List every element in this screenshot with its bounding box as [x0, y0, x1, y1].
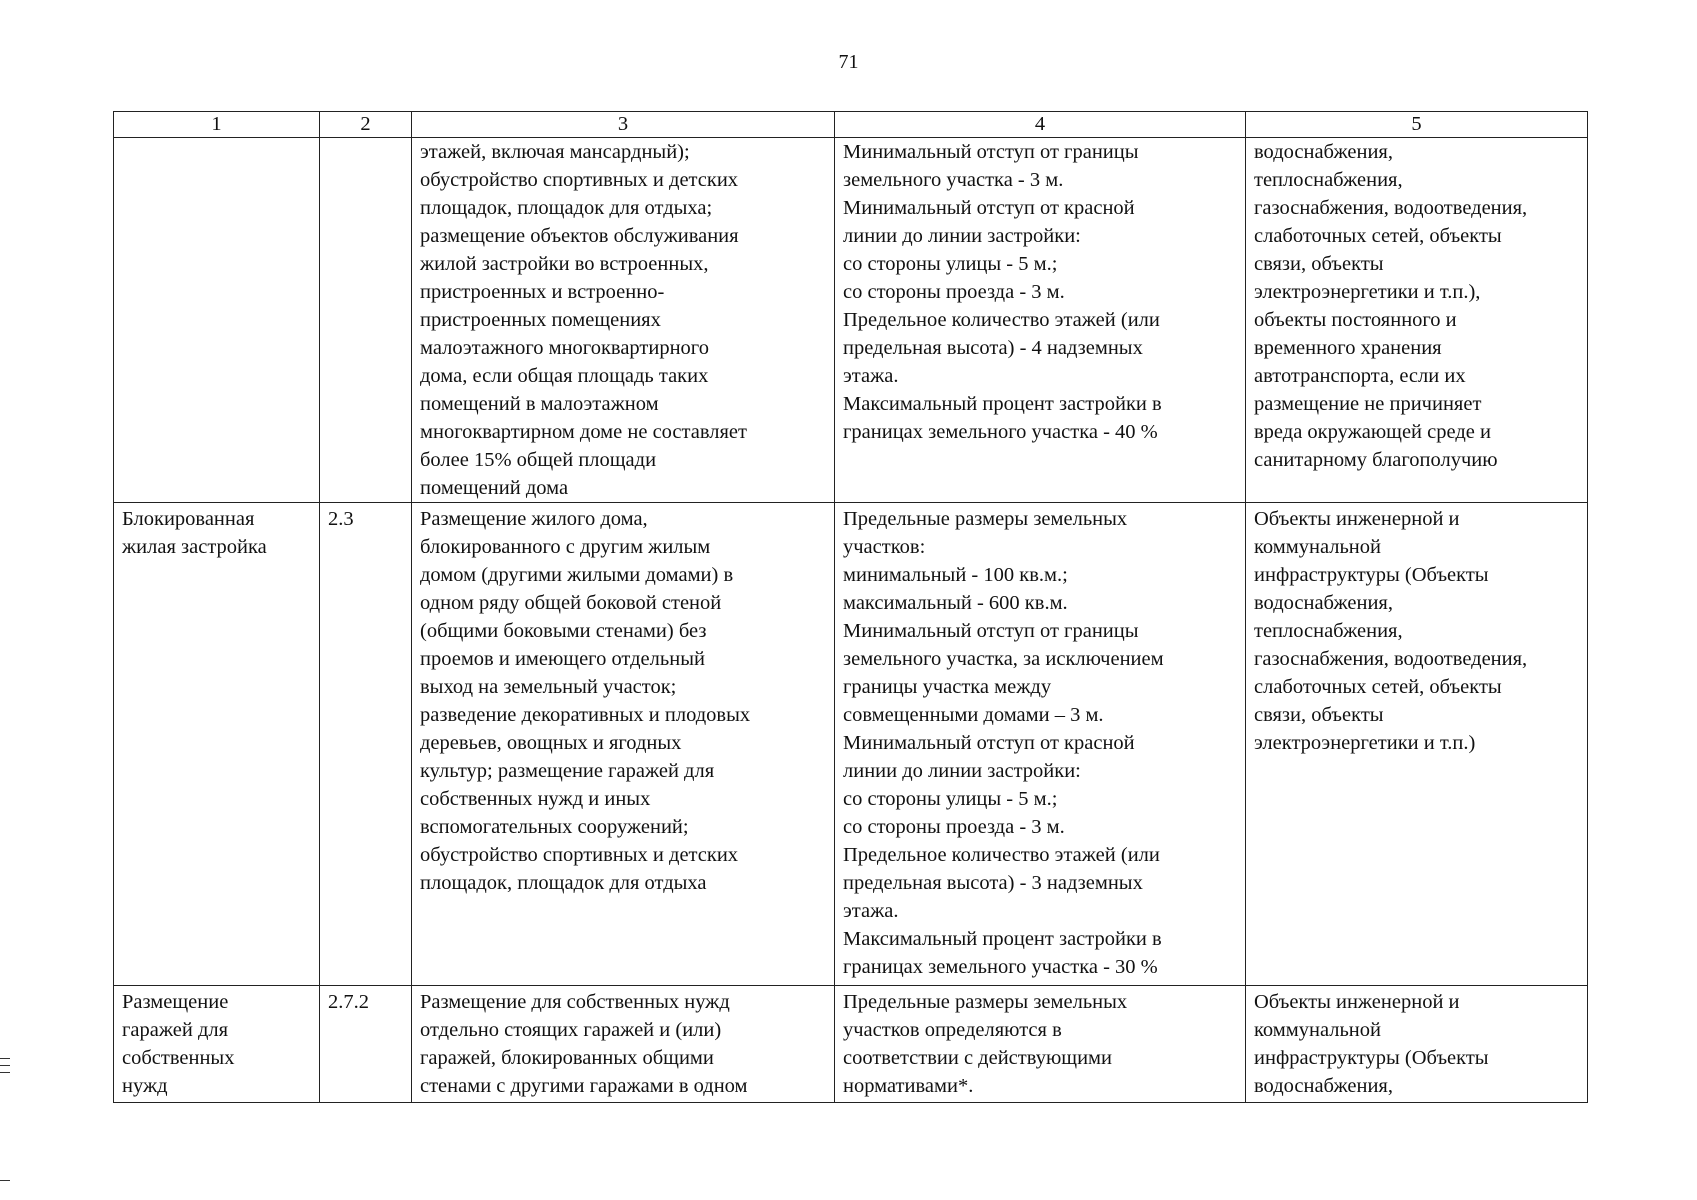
table-row	[114, 503, 1588, 986]
cell-land-use-type	[114, 138, 320, 503]
cell-text-line: отдельно стоящих гаражей и (или)	[420, 1019, 722, 1041]
cell-text-line: площадок, площадок для отдыха	[420, 872, 707, 894]
cell-auxiliary-uses	[1246, 138, 1588, 503]
cell-text-line: более 15% общей площади	[420, 449, 657, 471]
cell-text-line: Предельное количество этажей (или	[843, 309, 1160, 331]
cell-text-line: Предельные размеры земельных	[843, 991, 1128, 1013]
cell-text-line: размещение объектов обслуживания	[420, 225, 739, 247]
cell-text-line: выход на земельный участок;	[420, 676, 677, 698]
cell-text-line: автотранспорта, если их	[1254, 365, 1466, 387]
cell-text-line: временного хранения	[1254, 337, 1442, 359]
cell-text-line: гаражей для	[122, 1019, 229, 1041]
cell-text-line: 2.7.2	[328, 991, 369, 1013]
cell-text-line: Предельное количество этажей (или	[843, 844, 1160, 866]
cell-text-line: слаботочных сетей, объекты	[1254, 225, 1502, 247]
cell-text-line: обустройство спортивных и детских	[420, 844, 739, 866]
cell-text-line: коммунальной	[1254, 536, 1381, 558]
cell-text-line: слаботочных сетей, объекты	[1254, 676, 1502, 698]
cell-text-line: связи, объекты	[1254, 704, 1384, 726]
cell-text-line: со стороны улицы - 5 м.;	[843, 788, 1058, 810]
cell-text-line: Размещение жилого дома,	[420, 508, 648, 530]
cell-text-line: теплоснабжения,	[1254, 169, 1403, 191]
cell-text-line: предельная высота) - 3 надземных	[843, 872, 1143, 894]
cell-description	[412, 503, 835, 986]
cell-text-line: газоснабжения, водоотведения,	[1254, 648, 1528, 670]
cell-text-line: домом (другими жилыми домами) в	[420, 564, 734, 586]
cell-text-line: собственных	[122, 1047, 235, 1069]
cell-text-line: разведение декоративных и плодовых	[420, 704, 751, 726]
cell-text-line: помещений в малоэтажном	[420, 393, 659, 415]
cell-text-line: деревьев, овощных и ягодных	[420, 732, 682, 754]
cell-parameters	[835, 138, 1246, 503]
cell-code	[320, 503, 412, 986]
cell-text-line: Размещение	[122, 991, 229, 1013]
cell-text-line: газоснабжения, водоотведения,	[1254, 197, 1528, 219]
cell-text-line: связи, объекты	[1254, 253, 1384, 275]
cell-text-line: этажа.	[843, 900, 899, 922]
cell-auxiliary-uses	[1246, 503, 1588, 986]
cell-text-line: водоснабжения,	[1254, 1075, 1393, 1097]
cell-text-line: 2.3	[328, 508, 354, 530]
cell-text-line: одном ряду общей боковой стеной	[420, 592, 722, 614]
cell-text-line: площадок, площадок для отдыха;	[420, 197, 713, 219]
column-header-5: 5	[1246, 112, 1588, 138]
cell-text-line: вспомогательных сооружений;	[420, 816, 689, 838]
cell-text-line: этажа.	[843, 365, 899, 387]
cell-text-line: линии до линии застройки:	[843, 225, 1081, 247]
cell-text-line: собственных нужд и иных	[420, 788, 651, 810]
column-header-4: 4	[835, 112, 1246, 138]
cell-text-line: Максимальный процент застройки в	[843, 393, 1162, 415]
cell-text-line: гаражей, блокированных общими	[420, 1047, 714, 1069]
cell-text-line: инфраструктуры (Объекты	[1254, 1047, 1489, 1069]
cell-parameters	[835, 986, 1246, 1103]
column-header-3: 3	[412, 112, 835, 138]
cell-text-line: минимальный - 100 кв.м.;	[843, 564, 1068, 586]
cell-text-line: жилой застройки во встроенных,	[420, 253, 709, 275]
cell-text-line: линии до линии застройки:	[843, 760, 1081, 782]
cell-land-use-type	[114, 503, 320, 986]
cell-text-line: земельного участка - 3 м.	[843, 169, 1064, 191]
cell-text-line: электроэнергетики и т.п.),	[1254, 281, 1481, 303]
cell-text-line: Размещение для собственных нужд	[420, 991, 730, 1013]
cell-text-line: помещений дома	[420, 477, 569, 499]
cell-text-line: Объекты инженерной и	[1254, 991, 1460, 1013]
cell-text-line: обустройство спортивных и детских	[420, 169, 739, 191]
cell-text-line: пристроенных помещениях	[420, 309, 661, 331]
cell-description	[412, 986, 835, 1103]
cell-text-line: Предельные размеры земельных	[843, 508, 1128, 530]
table-row	[114, 138, 1588, 503]
cell-text-line: культур; размещение гаражей для	[420, 760, 715, 782]
cell-land-use-type	[114, 986, 320, 1103]
cell-text-line: этажей, включая мансардный);	[420, 141, 690, 163]
cell-text-line: Минимальный отступ от границы	[843, 141, 1139, 163]
cell-text-line: со стороны проезда - 3 м.	[843, 281, 1065, 303]
cell-text-line: соответствии с действующими	[843, 1047, 1112, 1069]
table-header-row	[114, 112, 1588, 138]
cell-text-line: блокированного с другим жилым	[420, 536, 711, 558]
cell-text-line: предельная высота) - 4 надземных	[843, 337, 1143, 359]
cell-text-line: Блокированная	[122, 508, 255, 530]
cell-text-line: нормативами*.	[843, 1075, 974, 1097]
cell-text-line: инфраструктуры (Объекты	[1254, 564, 1489, 586]
cell-text-line: (общими боковыми стенами) без	[420, 620, 707, 642]
cell-text-line: границах земельного участка - 30 %	[843, 956, 1158, 978]
cell-code	[320, 986, 412, 1103]
cell-text-line: границы участка между	[843, 676, 1052, 698]
cell-text-line: Максимальный процент застройки в	[843, 928, 1162, 950]
cell-text-line: со стороны проезда - 3 м.	[843, 816, 1065, 838]
cell-parameters	[835, 503, 1246, 986]
cell-text-line: участков определяются в	[843, 1019, 1062, 1041]
cell-text-line: коммунальной	[1254, 1019, 1381, 1041]
cell-text-line: Минимальный отступ от красной	[843, 732, 1135, 754]
page-number: 71	[838, 51, 859, 73]
cell-text-line: нужд	[122, 1075, 168, 1097]
cell-text-line: максимальный - 600 кв.м.	[843, 592, 1068, 614]
cell-text-line: вреда окружающей среде и	[1254, 421, 1491, 443]
cell-text-line: водоснабжения,	[1254, 141, 1393, 163]
cell-text-line: многоквартирном доме не составляет	[420, 421, 747, 443]
column-header-2: 2	[320, 112, 412, 138]
table-row	[114, 986, 1588, 1103]
cell-text-line: Минимальный отступ от красной	[843, 197, 1135, 219]
cell-text-line: земельного участка, за исключением	[843, 648, 1164, 670]
cell-text-line: стенами с другими гаражами в одном	[420, 1075, 748, 1097]
cell-text-line: размещение не причиняет	[1254, 393, 1482, 415]
cell-text-line: объекты постоянного и	[1254, 309, 1457, 331]
cell-text-line: Объекты инженерной и	[1254, 508, 1460, 530]
cell-text-line: малоэтажного многоквартирного	[420, 337, 709, 359]
cell-text-line: санитарному благополучию	[1254, 449, 1498, 471]
cell-text-line: совмещенными домами – 3 м.	[843, 704, 1104, 726]
margin-tick	[0, 1180, 10, 1181]
binding-margin-marks	[0, 1058, 10, 1079]
cell-text-line: проемов и имеющего отдельный	[420, 648, 705, 670]
cell-text-line: электроэнергетики и т.п.)	[1254, 732, 1476, 754]
cell-text-line: границах земельного участка - 40 %	[843, 421, 1158, 443]
cell-code	[320, 138, 412, 503]
cell-text-line: пристроенных и встроенно-	[420, 281, 665, 303]
cell-text-line: водоснабжения,	[1254, 592, 1393, 614]
zoning-regulations-table	[113, 111, 1588, 1103]
cell-auxiliary-uses	[1246, 986, 1588, 1103]
column-header-1: 1	[114, 112, 320, 138]
cell-text-line: Минимальный отступ от границы	[843, 620, 1139, 642]
cell-text-line: со стороны улицы - 5 м.;	[843, 253, 1058, 275]
cell-text-line: дома, если общая площадь таких	[420, 365, 709, 387]
cell-text-line: участков:	[843, 536, 926, 558]
cell-text-line: теплоснабжения,	[1254, 620, 1403, 642]
cell-description	[412, 138, 835, 503]
cell-text-line: жилая застройка	[122, 536, 267, 558]
